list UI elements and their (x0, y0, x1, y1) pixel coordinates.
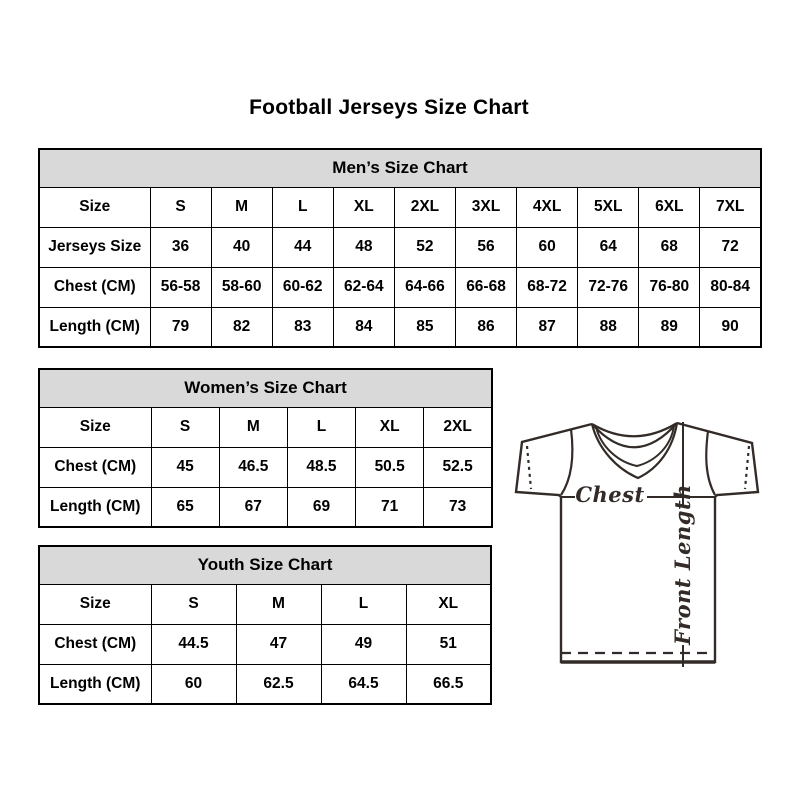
value-cell: 58-60 (211, 267, 272, 307)
mens-table-body (39, 187, 761, 347)
value-cell: 2XL (394, 187, 455, 227)
value-cell: 52 (394, 227, 455, 267)
table-row (39, 407, 492, 447)
value-cell: 3XL (455, 187, 516, 227)
youth-table-title: Youth Size Chart (39, 546, 491, 584)
jersey-left-armhole-seam (561, 429, 572, 495)
value-cell: M (219, 407, 287, 447)
mens-size-table (38, 148, 762, 348)
value-cell: M (211, 187, 272, 227)
jersey-body-outline (516, 423, 758, 662)
value-cell: 80-84 (700, 267, 761, 307)
table-row (39, 307, 761, 347)
value-cell: 79 (150, 307, 211, 347)
value-cell: 62.5 (236, 664, 321, 704)
value-cell: 60-62 (272, 267, 333, 307)
value-cell: 52.5 (424, 447, 492, 487)
value-cell: S (151, 584, 236, 624)
value-cell: 56 (455, 227, 516, 267)
table-row (39, 187, 761, 227)
value-cell: 48.5 (287, 447, 355, 487)
value-cell: 68 (639, 227, 700, 267)
value-cell: 72-76 (578, 267, 639, 307)
value-cell: 44.5 (151, 624, 236, 664)
womens-size-table (38, 368, 493, 528)
value-cell: 66.5 (406, 664, 491, 704)
youth-table-body (39, 584, 491, 704)
jersey-collar-band-arc (592, 423, 677, 447)
value-cell: 46.5 (219, 447, 287, 487)
value-cell: 67 (219, 487, 287, 527)
value-cell: 87 (517, 307, 578, 347)
table-header-row (39, 546, 491, 584)
value-cell: L (321, 584, 406, 624)
value-cell: 76-80 (639, 267, 700, 307)
left-cuff-stitch-line (527, 446, 531, 489)
row-label-cell: Jerseys Size (39, 227, 150, 267)
value-cell: 47 (236, 624, 321, 664)
value-cell: 73 (424, 487, 492, 527)
jersey-right-armhole-seam (706, 431, 715, 495)
value-cell: S (150, 187, 211, 227)
mens-table-head (39, 149, 761, 187)
value-cell: 66-68 (455, 267, 516, 307)
value-cell: XL (333, 187, 394, 227)
value-cell: 49 (321, 624, 406, 664)
right-cuff-stitch-line (745, 446, 749, 489)
value-cell: 4XL (517, 187, 578, 227)
value-cell: XL (406, 584, 491, 624)
table-row (39, 227, 761, 267)
value-cell: L (272, 187, 333, 227)
value-cell: 36 (150, 227, 211, 267)
row-label-cell: Chest (CM) (39, 624, 151, 664)
womens-table-head (39, 369, 492, 407)
womens-table-title: Women’s Size Chart (39, 369, 492, 407)
value-cell: 44 (272, 227, 333, 267)
table-header-row (39, 369, 492, 407)
value-cell: 89 (639, 307, 700, 347)
value-cell: 45 (151, 447, 219, 487)
value-cell: 82 (211, 307, 272, 347)
value-cell: 7XL (700, 187, 761, 227)
value-cell: 71 (356, 487, 424, 527)
value-cell: XL (356, 407, 424, 447)
page-title: Football Jerseys Size Chart (249, 96, 529, 119)
row-label-cell: Length (CM) (39, 487, 151, 527)
table-row (39, 487, 492, 527)
table-row (39, 584, 491, 624)
value-cell: 90 (700, 307, 761, 347)
row-label-cell: Size (39, 407, 151, 447)
value-cell: L (287, 407, 355, 447)
value-cell: 68-72 (517, 267, 578, 307)
chest-label: Chest (575, 482, 645, 507)
table-row (39, 447, 492, 487)
value-cell: 64-66 (394, 267, 455, 307)
value-cell: 88 (578, 307, 639, 347)
table-row (39, 664, 491, 704)
row-label-cell: Chest (CM) (39, 447, 151, 487)
value-cell: 84 (333, 307, 394, 347)
value-cell: 56-58 (150, 267, 211, 307)
mens-table-title: Men’s Size Chart (39, 149, 761, 187)
value-cell: 64.5 (321, 664, 406, 704)
row-label-cell: Size (39, 584, 151, 624)
table-row (39, 267, 761, 307)
value-cell: 83 (272, 307, 333, 347)
value-cell: 60 (517, 227, 578, 267)
value-cell: 5XL (578, 187, 639, 227)
row-label-cell: Chest (CM) (39, 267, 150, 307)
row-label-cell: Size (39, 187, 150, 227)
value-cell: 60 (151, 664, 236, 704)
value-cell: 64 (578, 227, 639, 267)
front-length-label: Front Length (670, 484, 695, 645)
table-row (39, 624, 491, 664)
value-cell: 51 (406, 624, 491, 664)
value-cell: M (236, 584, 321, 624)
value-cell: 48 (333, 227, 394, 267)
youth-size-table (38, 545, 492, 705)
row-label-cell: Length (CM) (39, 664, 151, 704)
value-cell: 65 (151, 487, 219, 527)
value-cell: 2XL (424, 407, 492, 447)
value-cell: 62-64 (333, 267, 394, 307)
value-cell: S (151, 407, 219, 447)
jersey-measurement-diagram (505, 405, 765, 667)
value-cell: 40 (211, 227, 272, 267)
value-cell: 69 (287, 487, 355, 527)
value-cell: 72 (700, 227, 761, 267)
womens-table-body (39, 407, 492, 527)
youth-table-head (39, 546, 491, 584)
row-label-cell: Length (CM) (39, 307, 150, 347)
value-cell: 6XL (639, 187, 700, 227)
value-cell: 85 (394, 307, 455, 347)
table-header-row (39, 149, 761, 187)
value-cell: 86 (455, 307, 516, 347)
value-cell: 50.5 (356, 447, 424, 487)
